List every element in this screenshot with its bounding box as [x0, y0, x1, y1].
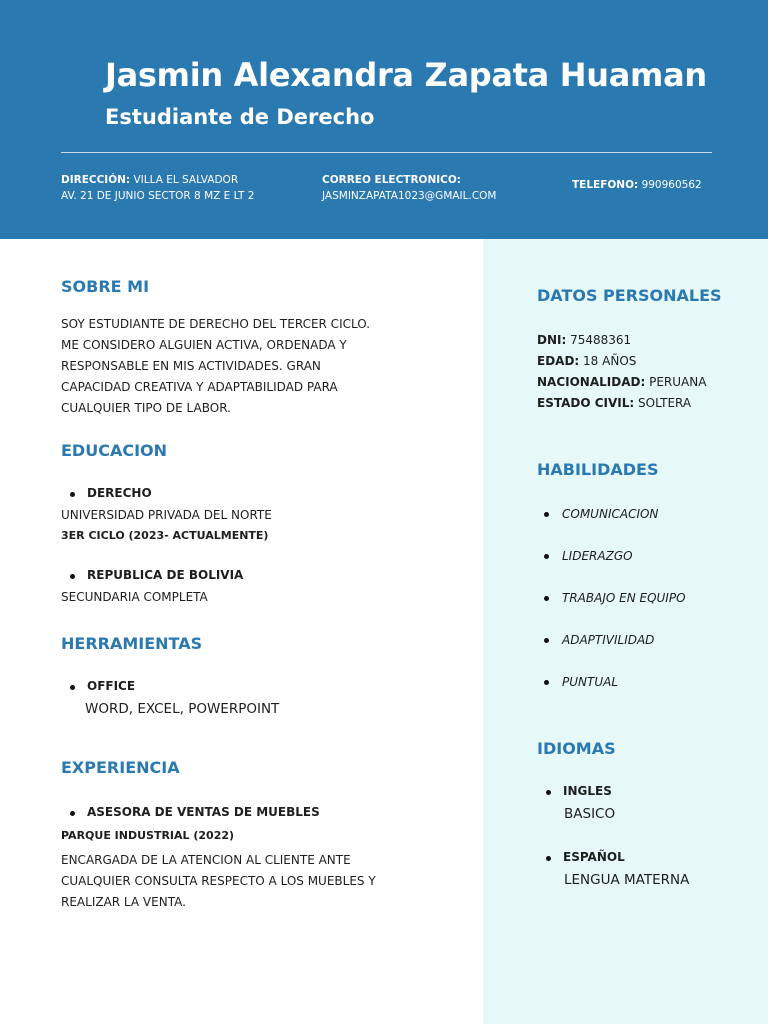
language-level: BASICO — [564, 806, 616, 822]
personal-value: 18 AÑOS — [583, 354, 637, 368]
personal-value: PERUANA — [649, 375, 707, 389]
bullet-icon — [544, 638, 549, 643]
education-item-period: 3ER CICLO (2023- ACTUALMENTE) — [61, 529, 269, 542]
language-level: LENGUA MATERNA — [564, 872, 690, 888]
bullet-icon — [544, 554, 549, 559]
bullet-icon — [70, 685, 75, 690]
experience-heading: EXPERIENCIA — [61, 758, 180, 777]
email-label: CORREO ELECTRONICO: — [322, 174, 461, 186]
personal-value: SOLTERA — [638, 396, 692, 410]
skill-item: PUNTUAL — [562, 675, 619, 689]
skill-item: LIDERAZGO — [562, 549, 633, 563]
education-item-school: SECUNDARIA COMPLETA — [61, 590, 208, 604]
header-banner — [0, 0, 768, 239]
personal-label: EDAD: — [537, 354, 580, 368]
bullet-icon — [70, 492, 75, 497]
address-line-1: VILLA EL SALVADOR — [133, 174, 239, 186]
personal-label: ESTADO CIVIL: — [537, 396, 635, 410]
skills-heading: HABILIDADES — [537, 460, 659, 479]
about-heading: SOBRE MI — [61, 277, 150, 296]
bullet-icon — [544, 512, 549, 517]
email-value: JASMINZAPATA1023@GMAIL.COM — [322, 190, 497, 202]
bullet-icon — [546, 856, 551, 861]
person-name: Jasmin Alexandra Zapata Huaman — [105, 56, 707, 94]
phone-block — [572, 177, 702, 193]
email-block — [322, 172, 497, 204]
skill-item: ADAPTIVILIDAD — [562, 633, 655, 647]
phone-label: TELEFONO: — [572, 179, 639, 191]
phone-value: 990960562 — [641, 179, 702, 191]
education-item-title: REPUBLICA DE BOLIVIA — [87, 568, 244, 582]
bullet-icon — [544, 680, 549, 685]
bullet-icon — [546, 790, 551, 795]
languages-heading: IDIOMAS — [537, 739, 616, 758]
bullet-icon — [70, 811, 75, 816]
language-name: ESPAÑOL — [563, 850, 625, 864]
experience-item-place: PARQUE INDUSTRIAL (2022) — [61, 829, 235, 842]
job-title: Estudiante de Derecho — [105, 105, 375, 129]
personal-label: DNI: — [537, 333, 567, 347]
language-name: INGLES — [563, 784, 612, 798]
personal-row-dni — [537, 333, 631, 347]
bullet-icon — [70, 574, 75, 579]
tool-item-title: OFFICE — [87, 679, 136, 693]
personal-heading: DATOS PERSONALES — [537, 286, 722, 305]
personal-row-nationality — [537, 375, 706, 389]
personal-row-age — [537, 354, 636, 368]
skill-item: COMUNICACION — [562, 507, 659, 521]
tools-heading: HERRAMIENTAS — [61, 634, 203, 653]
personal-row-marital-status — [537, 396, 691, 410]
personal-value: 75488361 — [570, 333, 632, 347]
experience-item-description: ENCARGADA DE LA ATENCION AL CLIENTE ANTE CUALQUIER CONSULTA RESPECTO A LOS MUEBLES Y REALIZAR LA VENTA. — [61, 853, 376, 909]
tool-item-detail: WORD, EXCEL, POWERPOINT — [85, 701, 280, 717]
address-line-2: AV. 21 DE JUNIO SECTOR 8 MZ E LT 2 — [61, 190, 255, 202]
address-label: DIRECCIÓN: — [61, 174, 131, 186]
skill-item: TRABAJO EN EQUIPO — [562, 591, 686, 605]
address-block — [61, 172, 254, 204]
about-text: SOY ESTUDIANTE DE DERECHO DEL TERCER CICLO. ME CONSIDERO ALGUIEN ACTIVA, ORDENADA Y RESPONSABLE EN MIS ACTIVIDADES. GRAN CAPACIDAD CREATIVA Y ADAPTABILIDAD PARA CUALQUIER TIPO DE LABOR. — [61, 317, 371, 415]
experience-item-title: ASESORA DE VENTAS DE MUEBLES — [87, 805, 320, 819]
education-item-school: UNIVERSIDAD PRIVADA DEL NORTE — [61, 508, 272, 522]
education-heading: EDUCACION — [61, 441, 168, 460]
education-item-title: DERECHO — [87, 486, 152, 500]
bullet-icon — [544, 596, 549, 601]
personal-label: NACIONALIDAD: — [537, 375, 646, 389]
header-divider — [61, 152, 712, 153]
